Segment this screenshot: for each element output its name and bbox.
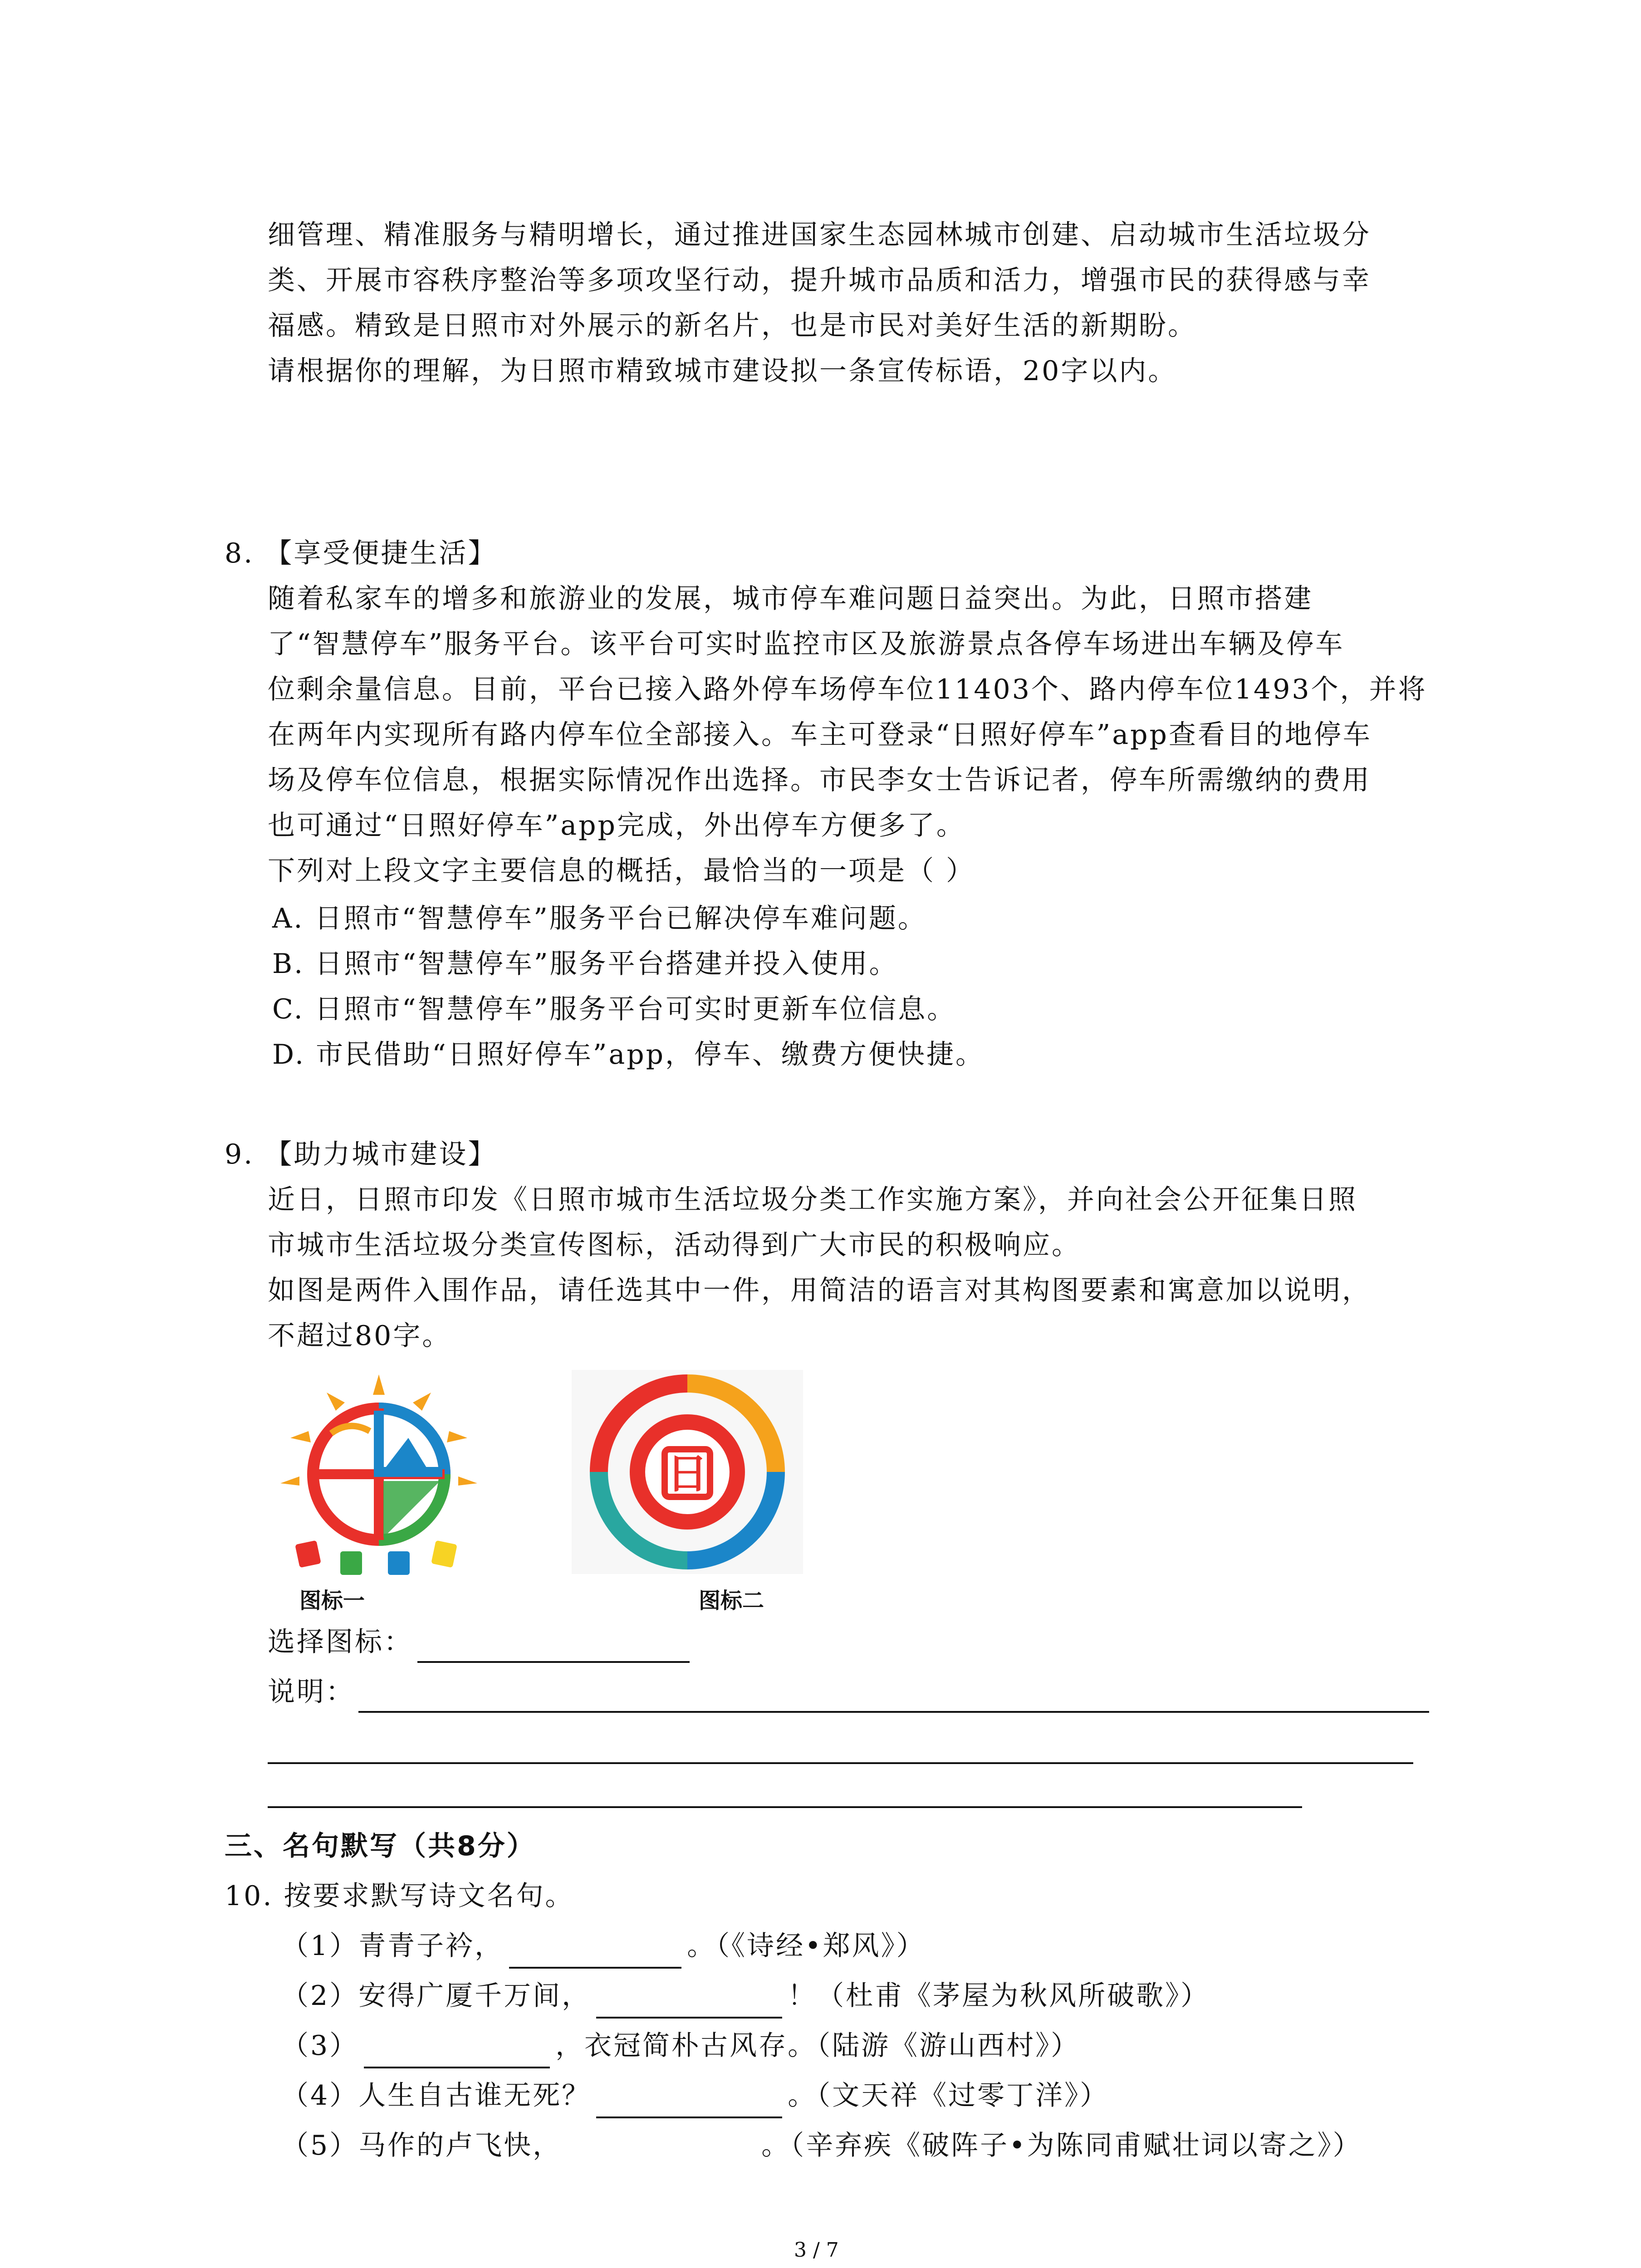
answer-blank-1[interactable] xyxy=(509,1940,681,1969)
icon-two-caption: 图标二 xyxy=(699,1588,764,1613)
intro-line-1: 细管理、精准服务与精明增长，通过推进国家生态园林城市创建、启动城市生活垃圾分 xyxy=(268,219,1371,251)
q9-line-3: 如图是两件入围作品，请任选其中一件，用简洁的语言对其构图要素和寓意加以说明， xyxy=(268,1275,1371,1306)
answer-blank-3[interactable] xyxy=(364,2039,550,2068)
item-number: （5） xyxy=(281,2130,359,2161)
item-prompt: 人生自古谁无死？ xyxy=(358,2080,591,2112)
q10-heading: 10. 按要求默写诗文名句。 xyxy=(225,1880,574,1912)
q9-line-2: 市城市生活垃圾分类宣传图标，活动得到广大市民的积极响应。 xyxy=(268,1229,1081,1261)
q8-line-3: 位剩余量信息。目前，平台已接入路外停车场停车位11403个、路内停车位1493个，并将 xyxy=(268,674,1427,705)
q8-line-1: 随着私家车的增多和旅游业的发展，城市停车难问题日益突出。为此，日照市搭建 xyxy=(268,583,1313,615)
q9-line-4: 不超过80字。 xyxy=(268,1320,451,1352)
select-icon-label: 选择图标： xyxy=(268,1626,413,1658)
item-source: 。（《诗经•郑风》） xyxy=(687,1930,926,1962)
q8-line-5: 场及停车位信息，根据实际情况作出选择。市民李女士告诉记者，停车所需缴纳的费用 xyxy=(268,764,1371,796)
q8-line-4: 在两年内实现所有路内停车位全部接入。车主可登录“日照好停车”app查看目的地停车 xyxy=(268,719,1372,751)
item-number: （4） xyxy=(281,2080,359,2112)
item-source: 。（文天祥《过零丁洋》） xyxy=(788,2080,1109,2112)
item-number: （2） xyxy=(281,1980,359,2012)
item-prompt: 青青子衿， xyxy=(358,1930,504,1962)
item-source: 。（辛弃疾《破阵子•为陈同甫赋壮词以寄之》） xyxy=(761,2130,1362,2161)
q10-item-2 xyxy=(281,1973,1210,2019)
intro-line-3: 福感。精致是日照市对外展示的新名片，也是市民对美好生活的新期盼。 xyxy=(268,310,1197,342)
item-source: ！（杜甫《茅屋为秋风所破歌》） xyxy=(788,1980,1210,2012)
section-3-heading: 三、名句默写（共8分） xyxy=(225,1830,536,1862)
item-source: ，衣冠简朴古风存。（陆游《游山西村》） xyxy=(555,2030,1080,2062)
q10-item-1 xyxy=(281,1923,926,1969)
q8-option-d[interactable]: D. 市民借助“日照好停车”app，停车、缴费方便快捷。 xyxy=(272,1039,985,1070)
explain-answer-line-1[interactable] xyxy=(358,1711,1429,1713)
item-number: （3） xyxy=(281,2030,359,2062)
icon-two-glyph: 日 xyxy=(667,1450,708,1498)
q9-heading: 9. 【助力城市建设】 xyxy=(225,1139,497,1170)
icon-one-caption: 图标一 xyxy=(299,1588,365,1613)
item-prompt: 马作的卢飞快， xyxy=(358,2130,562,2161)
select-icon-answer-line[interactable] xyxy=(417,1661,690,1663)
q8-option-b[interactable]: B. 日照市“智慧停车”服务平台搭建并投入使用。 xyxy=(272,948,898,980)
answer-blank-4[interactable] xyxy=(596,2089,782,2118)
garbage-icon-one[interactable] xyxy=(272,1370,485,1579)
explain-answer-line-3[interactable] xyxy=(268,1806,1302,1808)
q8-heading: 8. 【享受便捷生活】 xyxy=(225,538,497,569)
garbage-icon-two[interactable] xyxy=(572,1370,803,1574)
q8-option-c[interactable]: C. 日照市“智慧停车”服务平台可实时更新车位信息。 xyxy=(272,993,956,1025)
q8-question: 下列对上段文字主要信息的概括，最恰当的一项是（ ） xyxy=(268,855,975,887)
q9-line-1: 近日，日照市印发《日照市城市生活垃圾分类工作实施方案》，并向社会公开征集日照 xyxy=(268,1184,1357,1216)
intro-line-2: 类、开展市容秩序整治等多项攻坚行动，提升城市品质和活力，增强市民的获得感与幸 xyxy=(268,264,1371,296)
q10-item-5 xyxy=(281,2123,1362,2168)
q8-option-a[interactable]: A. 日照市“智慧停车”服务平台已解决停车难问题。 xyxy=(272,903,927,934)
page-number: 3 / 7 xyxy=(794,2239,839,2262)
q10-item-4 xyxy=(281,2073,1109,2118)
intro-prompt: 请根据你的理解，为日照市精致城市建设拟一条宣传标语，20字以内。 xyxy=(268,355,1177,387)
item-number: （1） xyxy=(281,1930,359,1962)
q8-line-6: 也可通过“日照好停车”app完成，外出停车方便多了。 xyxy=(268,810,965,841)
q10-item-3 xyxy=(281,2023,1080,2068)
explain-answer-line-2[interactable] xyxy=(268,1762,1413,1764)
explain-label: 说明： xyxy=(268,1676,355,1708)
q8-line-2: 了“智慧停车”服务平台。该平台可实时监控市区及旅游景点各停车场进出车辆及停车 xyxy=(268,628,1345,660)
item-prompt: 安得广厦千万间， xyxy=(358,1980,591,2012)
answer-blank-2[interactable] xyxy=(596,1989,782,2019)
